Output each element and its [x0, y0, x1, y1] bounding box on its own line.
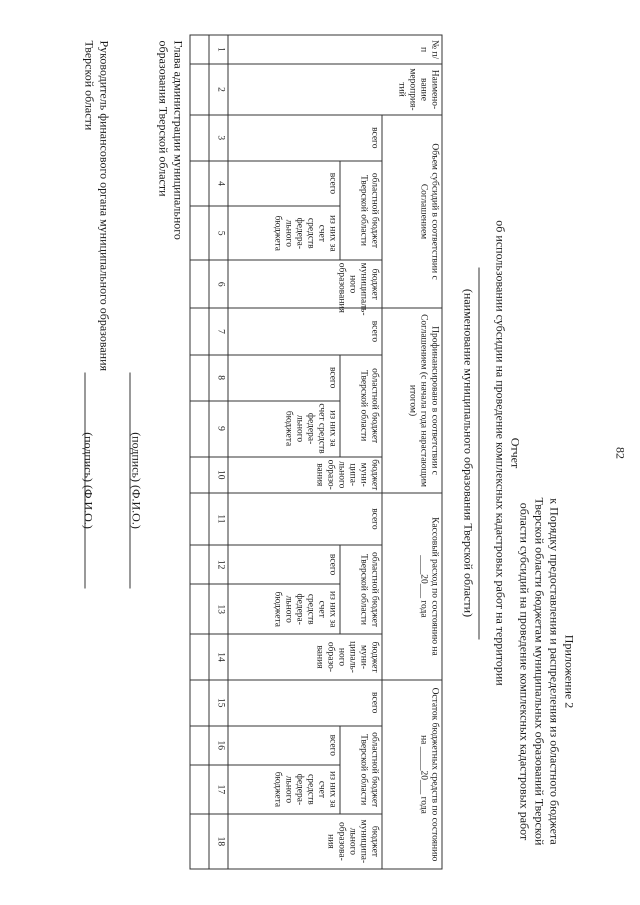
header-remainder: Остаток бюджетных средств по состоянию на _____20___ года: [382, 679, 442, 868]
report-title-block: [460, 0, 522, 905]
table-cell: [190, 206, 209, 260]
header-cofinanced: Профинансировано в соответствии с Соглашением (с начала года нарастающим итогом): [382, 308, 442, 493]
header-total: всего: [228, 160, 340, 206]
head-signature-caption: (подпись) (Ф.И.О.): [129, 431, 143, 529]
table-cell: [190, 64, 209, 115]
empty-data-row: [190, 35, 209, 869]
column-number: 3: [209, 114, 228, 160]
appendix-line: области субсидий на проведение комплексных кадастровых работ: [517, 502, 531, 840]
table-cell: [190, 114, 209, 160]
header-regional-budget: областной бюджет Тверской области: [339, 354, 381, 456]
column-number: 16: [209, 725, 228, 764]
header-total: всего: [228, 492, 382, 544]
appendix-heading: [516, 461, 576, 881]
table-cell: [190, 634, 209, 680]
page-number: 82: [613, 446, 627, 459]
table-cell: [190, 492, 209, 544]
column-number: 4: [209, 160, 228, 206]
table-cell: [190, 456, 209, 492]
municipality-caption: (наименование муниципального образования Тверской области): [460, 267, 479, 639]
report-table: [189, 34, 442, 869]
column-number: 14: [209, 634, 228, 680]
column-number: 12: [209, 544, 228, 583]
appendix-line: Тверской области бюджетам муниципальных образований Тверской: [532, 497, 546, 845]
signature-line: образования Тверской области: [156, 40, 170, 197]
table-cell: [190, 35, 209, 64]
report-subtitle: об использовании субсидии на проведение комплексных кадастровых работ на территории: [493, 219, 507, 686]
header-regional-budget: областной бюджет Тверской области: [339, 725, 381, 813]
table-cell: [190, 260, 209, 308]
column-number: 9: [209, 400, 228, 456]
header-federal-share: из них за счет средств федера-льного бюджета: [228, 400, 340, 456]
table-cell: [190, 813, 209, 868]
column-number: 10: [209, 456, 228, 492]
table-cell: [190, 765, 209, 814]
header-federal-share: из них за счет средств федера-льного бюджета: [228, 206, 340, 260]
signature-line: Тверской области: [82, 40, 96, 130]
header-total: всего: [228, 308, 382, 355]
header-total: всего: [228, 544, 340, 583]
header-total: всего: [228, 354, 340, 400]
column-number: 5: [209, 206, 228, 260]
table-cell: [190, 400, 209, 456]
table-cell: [190, 308, 209, 355]
column-number: 17: [209, 765, 228, 814]
column-number: 18: [209, 813, 228, 868]
signature-line: Глава администрации муниципального: [171, 40, 185, 240]
header-total: всего: [228, 725, 340, 764]
header-municipal-budget: бюджет муниципаль-ного образования: [228, 260, 382, 308]
finance-signature-caption: (подпись) (Ф.И.О.): [81, 431, 95, 529]
column-number: 11: [209, 492, 228, 544]
table-cell: [190, 544, 209, 583]
header-total: всего: [228, 679, 382, 725]
header-municipal-budget: бюджет муни-ципаль-ного образо-вания: [228, 634, 382, 680]
column-number: 13: [209, 584, 228, 634]
appendix-line: к Порядку предоставления и распределения из областного бюджета: [547, 497, 561, 845]
header-federal-share: из них за счет средств федера-льного бюджета: [228, 765, 340, 814]
header-federal-share: из них за счет средств федера-льного бюджета: [228, 584, 340, 634]
header-municipal-budget: бюджет муниципа-льного образова-ния: [228, 813, 382, 868]
header-regional-budget: областной бюджет Тверской области: [339, 544, 381, 633]
table-cell: [190, 354, 209, 400]
column-number: 7: [209, 308, 228, 355]
table-cell: [190, 725, 209, 764]
column-number: 15: [209, 679, 228, 725]
report-title: Отчет: [508, 437, 522, 468]
header-cash-expense: Кассовый расход по состоянию на ____20___ года: [382, 492, 442, 679]
table-cell: [190, 584, 209, 634]
header-row: [382, 35, 442, 869]
column-number: 1: [209, 35, 228, 64]
column-number-row: [209, 35, 228, 869]
header-subsidy: Объем субсидий в соответствии с Соглашением: [382, 114, 442, 307]
column-number: 6: [209, 260, 228, 308]
header-num: № п/п: [228, 35, 442, 64]
header-municipal-budget: бюджет муни-ципа-льного образо-вания: [228, 456, 382, 492]
column-number: 2: [209, 64, 228, 115]
header-name: Наимено-вание мероприя-тий: [228, 64, 442, 115]
head-signature-label: [155, 40, 185, 239]
finance-signature-label: [81, 40, 111, 371]
table-cell: [190, 679, 209, 725]
table-cell: [190, 160, 209, 206]
header-regional-budget: областной бюджет Тверской области: [339, 160, 381, 260]
column-number: 8: [209, 354, 228, 400]
appendix-line: Приложение 2: [562, 634, 576, 708]
signature-line: Руководитель финансового органа муниципального образования: [97, 40, 111, 371]
header-row: [339, 35, 381, 869]
header-total: всего: [228, 114, 382, 160]
